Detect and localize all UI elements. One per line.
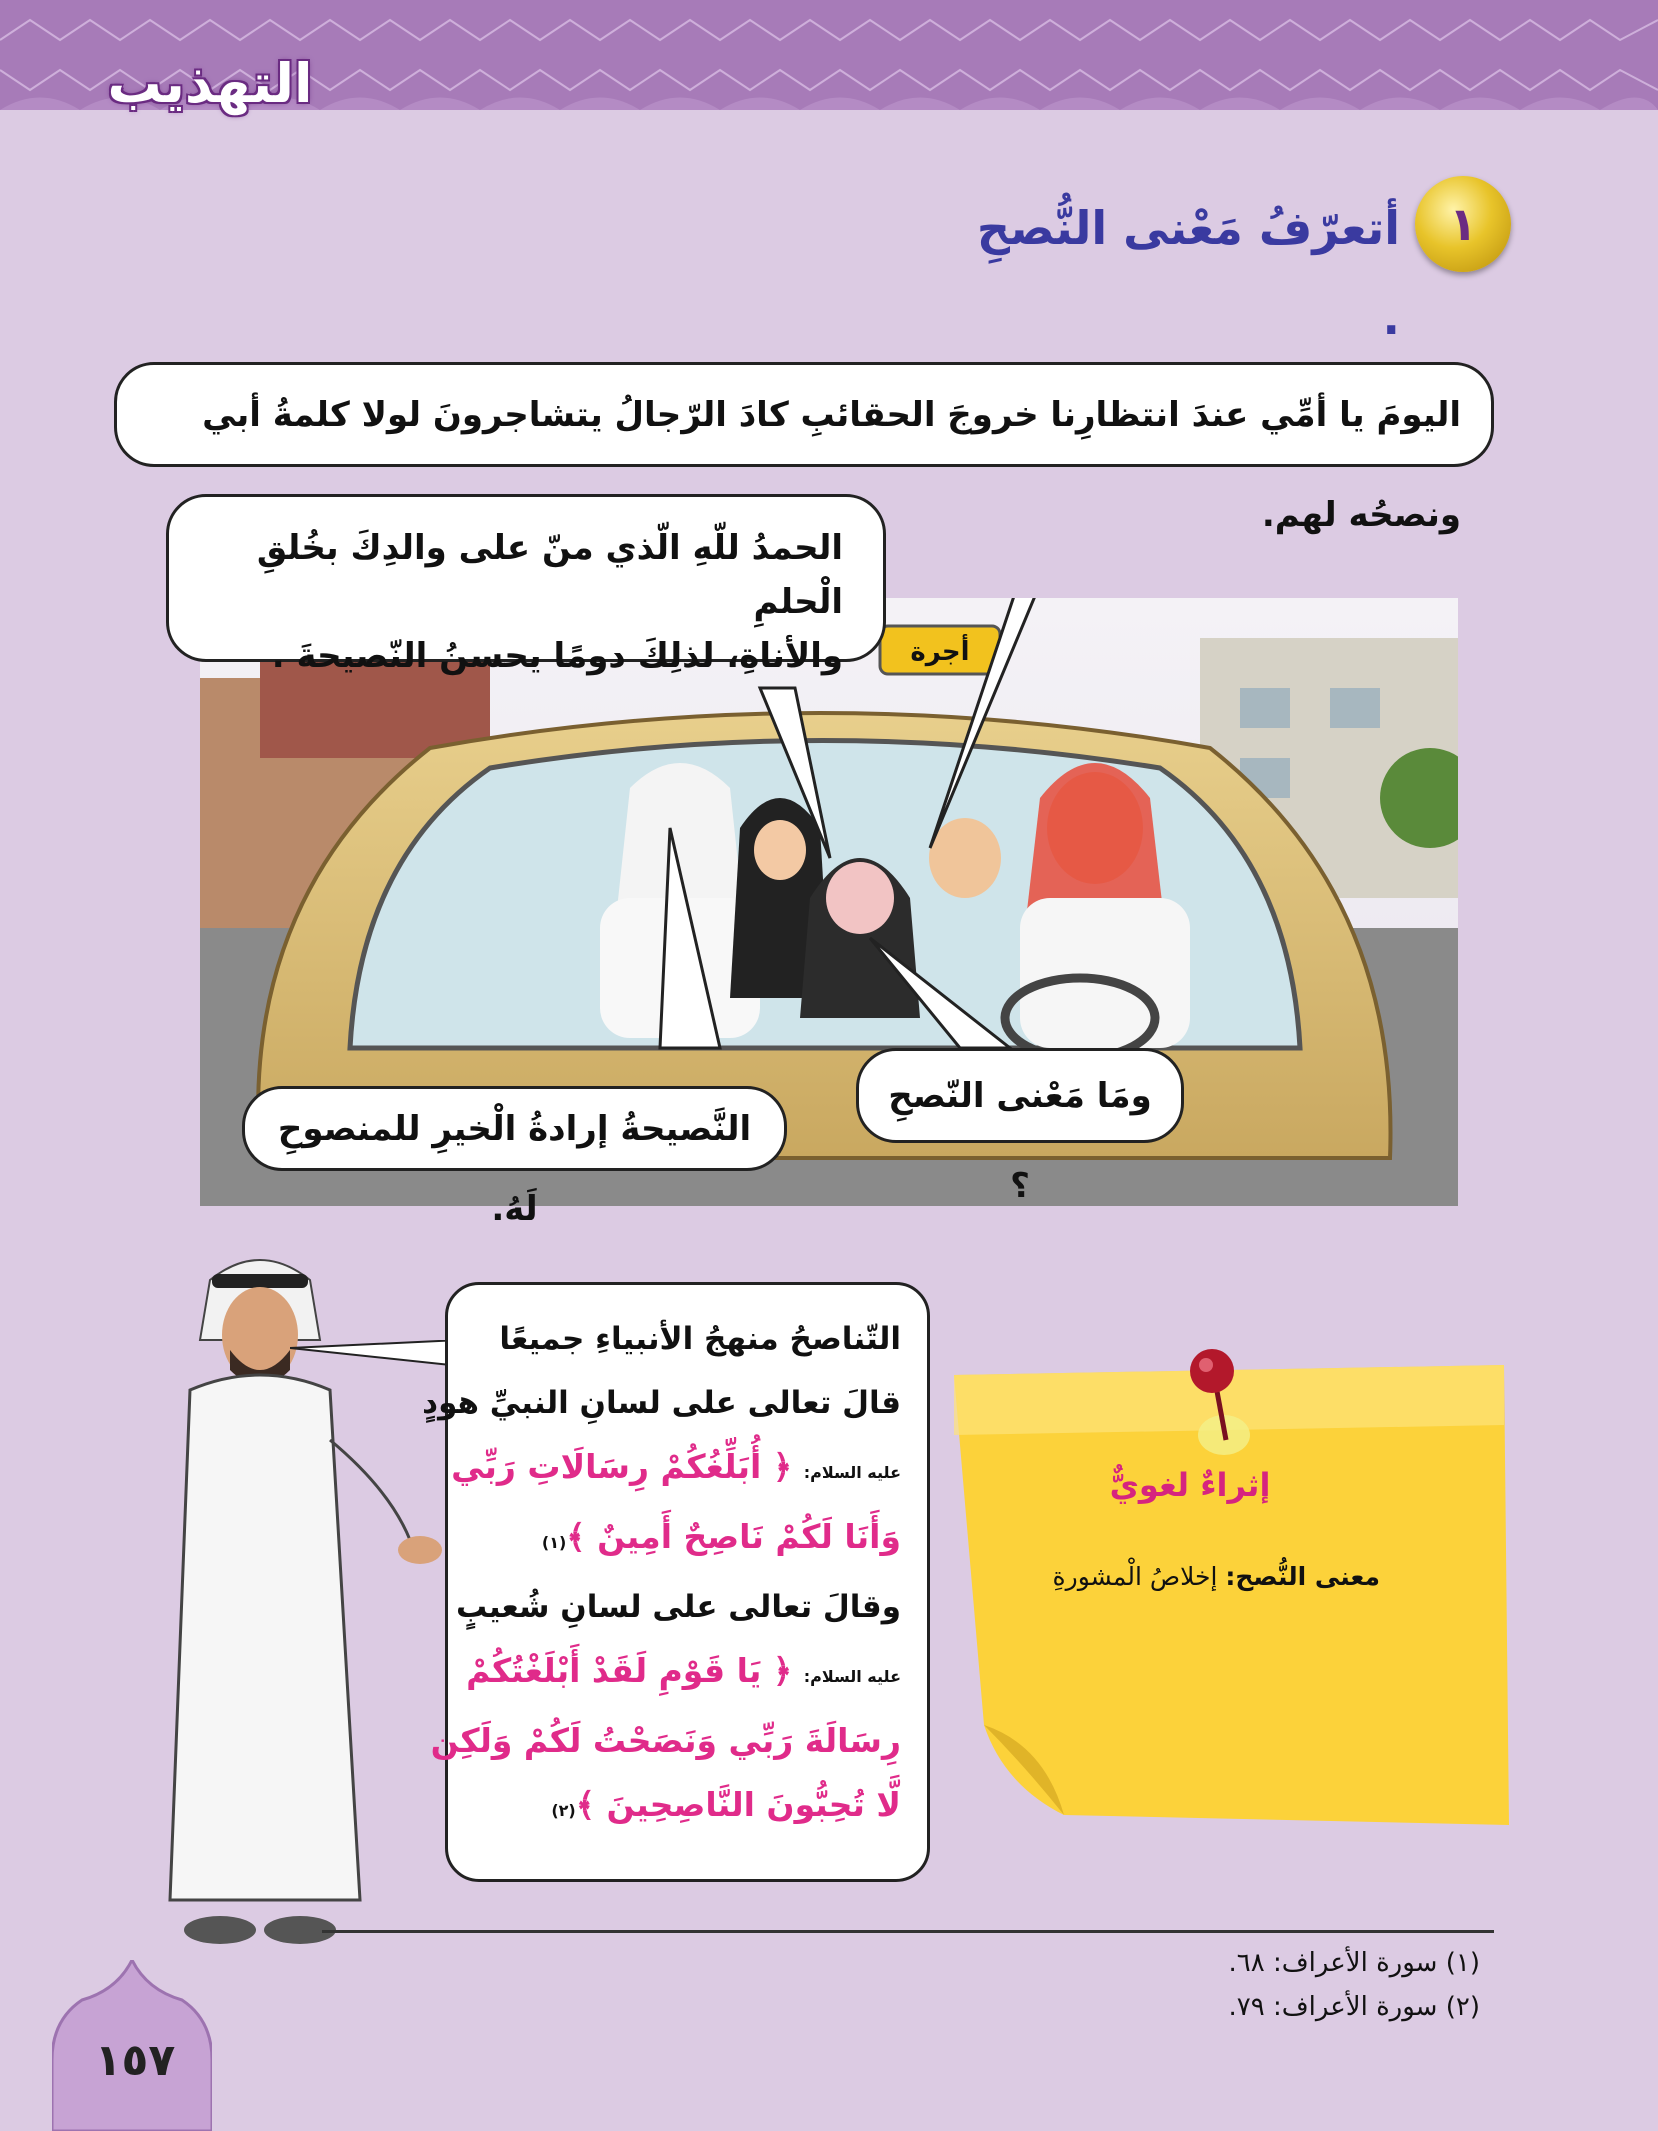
verse-2-line-3 (474, 1773, 901, 1843)
boy-icon (929, 818, 1001, 898)
verse-1-line-2 (474, 1505, 901, 1575)
speech-bubble-son: اليومَ يا أمِّي عندَ انتظارِنا خروجَ الحقائبِ كادَ الرّجالُ يتشاجرونَ لولا كلمةُ أبي ونصحُه لهم. (114, 362, 1494, 467)
quote-line-2: قالَ تعالى على لسانِ النبيِّ هودٍ (422, 1385, 901, 1421)
speech-bubble-girl: ومَا مَعْنى النّصحِ ؟ (856, 1048, 1184, 1143)
enrichment-text: إخلاصُ الْمشورةِ (1052, 1562, 1218, 1591)
footnote-1: (١) سورة الأعراف: ٦٨. (1228, 1948, 1480, 1978)
verse-1-line-1 (451, 1435, 901, 1505)
enrichment-definition (1000, 1562, 1380, 1606)
verse-2-line-1 (466, 1639, 901, 1709)
verse-2-line-2: رِسَالَةَ رَبِّي وَنَصَحْتُ لَكُمْ وَلَكِن (430, 1721, 901, 1760)
honorific-2: عليه السلام: (803, 1667, 901, 1686)
enrichment-label: معنى النُّصح: (1225, 1562, 1380, 1591)
verse-2-text-1: ﴿ يَا قَوْمِ لَقَدْ أَبْلَغْتُكُمْ (466, 1651, 793, 1690)
taxi-sign-text: أجرة (910, 637, 970, 667)
verse-2-text-3: لَّا تُحِبُّونَ النَّاصِحِينَ ﴾ (575, 1785, 901, 1824)
speech-bubble-father: النَّصيحةُ إرادةُ الْخيرِ للمنصوحِ لَهُ. (242, 1086, 787, 1171)
verse-1-text-1: ﴿ أُبَلِّغُكُمْ رِسَالَاتِ رَبِّي (451, 1447, 793, 1486)
mother-line-2: والأناةِ، لذلِكَ دومًا يحسنُ النّصيحةَ . (271, 636, 843, 676)
verse-1-text-2: وَأَنَا لَكُمْ نَاصِحٌ أَمِينٌ ﴾ (566, 1517, 901, 1556)
footnote-divider (322, 1930, 1494, 1933)
page-number: ١٥٧ (94, 2035, 176, 2086)
footnote-marker-1: (١) (541, 1533, 567, 1552)
honorific-1: عليه السلام: (803, 1463, 901, 1482)
quran-quote-box (422, 1282, 930, 1882)
quote-line-5: وقالَ تعالى على لسانِ شُعيبٍ (456, 1589, 901, 1625)
section-title: التهذيب (107, 52, 313, 115)
footnote-2: (٢) سورة الأعراف: ٧٩. (1228, 1992, 1480, 2022)
mother-line-1: الحمدُ للّهِ الّذي منّ على والدِكَ بخُلقِ الْحلمِ (256, 528, 843, 622)
speech-bubble-mother (166, 494, 886, 676)
enrichment-title: إثراءٌ لغويٌّ (1109, 1466, 1271, 1504)
lesson-heading: أتعرّفُ مَعْنى النُّصحِ . (976, 201, 1400, 345)
man-bubble-pointer (290, 1340, 460, 1370)
lesson-number-badge: ١ (1415, 176, 1511, 272)
footnote-marker-2: (٢) (551, 1801, 576, 1820)
quote-line-1: التّناصحُ منهجُ الأنبياءِ جميعًا (499, 1321, 901, 1357)
